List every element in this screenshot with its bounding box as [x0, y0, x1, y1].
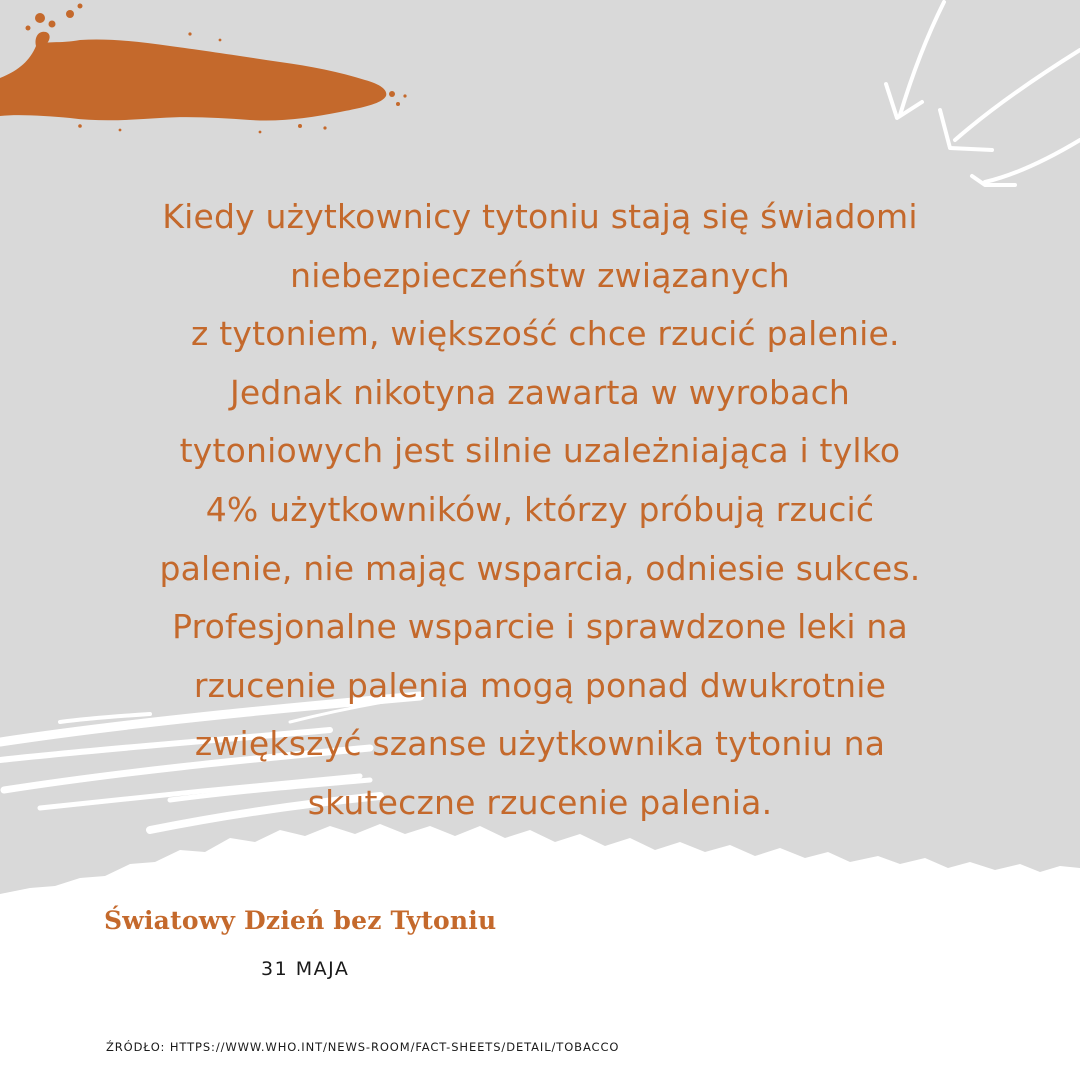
quote-line: z tytoniem, większość chce rzucić palenie. — [180, 314, 900, 354]
quote-line: tytoniowych jest silnie uzależniająca i tylko — [179, 431, 901, 471]
quote-line: Profesjonalne wsparcie i sprawdzone leki na — [172, 607, 908, 647]
quote-line: zwiększyć szanse użytkownika tytoniu na — [194, 724, 886, 764]
quote-line: Jednak nikotyna zawarta w wyrobach — [229, 372, 851, 412]
quote-line: niebezpieczeństw związanych — [290, 255, 790, 295]
quote-line: 4% użytkowników, którzy próbują rzucić — [205, 489, 875, 529]
source-citation: ŹRÓDŁO: HTTPS://WWW.WHO.INT/NEWS-ROOM/FACT-SHEETS/DETAIL/TOBACCO — [106, 1040, 620, 1054]
quote-line: skuteczne rzucenie palenia. — [307, 782, 773, 822]
quote-line: Kiedy użytkownicy tytoniu stają się świadomi — [162, 197, 918, 236]
main-quote — [70, 188, 1010, 833]
quote-line: palenie, nie mając wsparcia, odniesie sukces. — [159, 548, 921, 588]
event-date: 31 MAJA — [261, 958, 350, 980]
quote-line: rzucenie palenia mogą ponad dwukrotnie — [193, 665, 887, 705]
event-title: Światowy Dzień bez Tytoniu — [104, 906, 497, 935]
